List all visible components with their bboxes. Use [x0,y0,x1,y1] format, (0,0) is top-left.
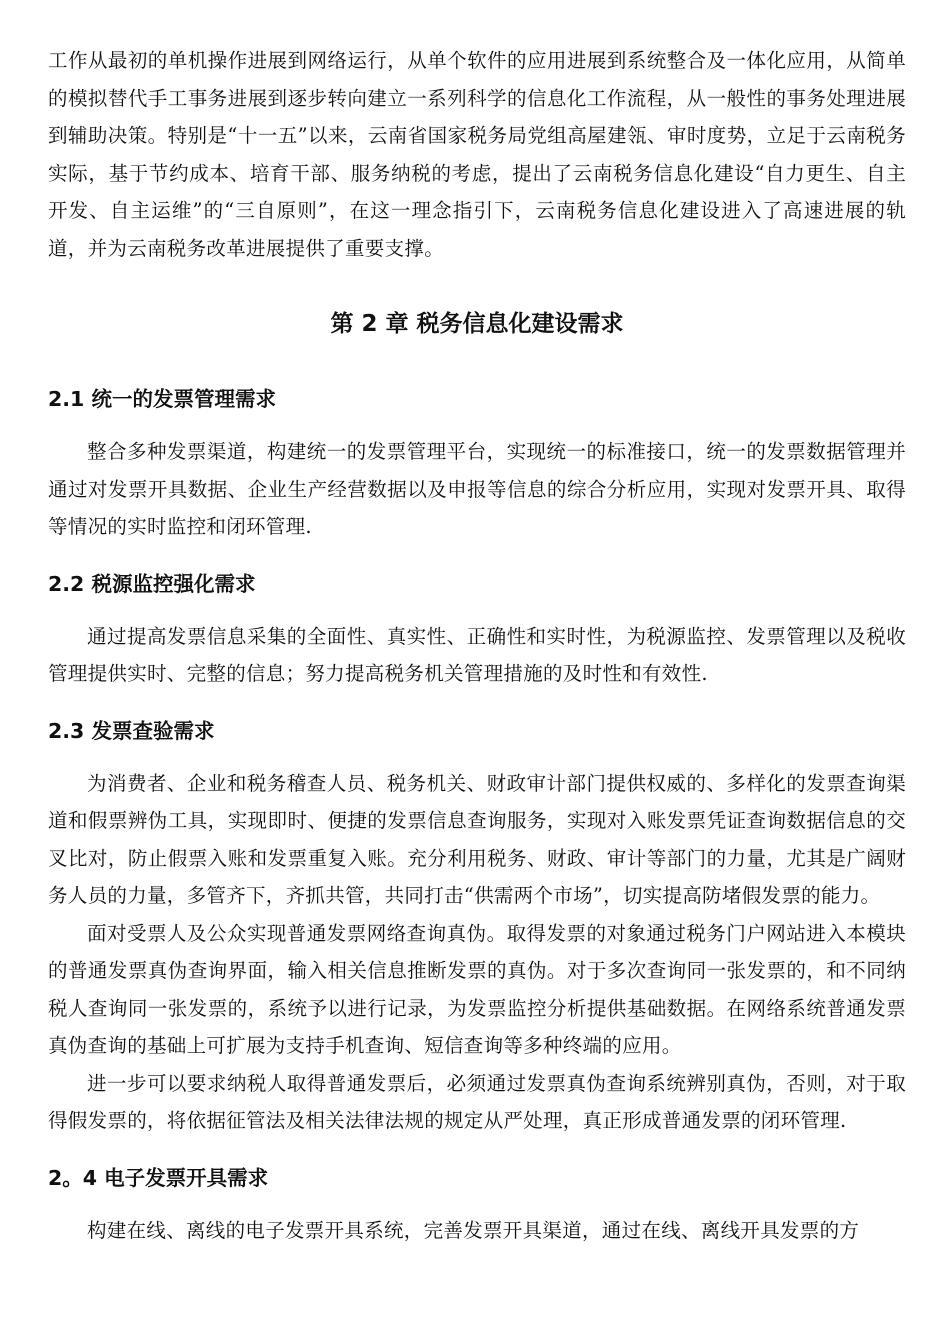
section-heading: 2。4 电子发票开具需求 [48,1165,269,1190]
intro-paragraph: 工作从最初的单机操作进展到网络运行，从单个软件的应用进展到系统整合及一体化应用，从简单的模拟替代手工事务进展到逐步转向建立一系列科学的信息化工作流程，从一般性的事务处理进展到辅助决策。特别是“十一五”以来，云南省国家税务局党组高屋建瓴、审时度势，立足于云南税务实际，基于节约成本、培育干部、服务纳税的考虑，提出了云南税务信息化建设“自力更生、自主开发、自主运维”的“三自原则”，在这一理念指引下，云南税务信息化建设进入了高速进展的轨道，并为云南税务改革进展提供了重要支撑。 [48,49,906,260]
document-page [48,42,906,1249]
chapter-title: 第 2 章 税务信息化建设需求 [330,311,624,337]
section-paragraph: 整合多种发票渠道，构建统一的发票管理平台，实现统一的标准接口，统一的发票数据管理并通过对发票开具数据、企业生产经营数据以及申报等信息的综合分析应用，实现对发票开具、取得等情况的实时监控和闭环管理. [48,440,906,538]
section-heading: 2.2 税源监控强化需求 [48,571,256,596]
section-paragraph: 为消费者、企业和税务稽查人员、税务机关、财政审计部门提供权威的、多样化的发票查询渠道和假票辨伪工具，实现即时、便捷的发票信息查询服务，实现对入账发票凭证查询数据信息的交叉比对，防止假票入账和发票重复入账。充分利用税务、财政、审计等部门的力量，尤其是广阔财务人员的力量，多管齐下，齐抓共管，共同打击“供需两个市场”，切实提高防堵假发票的能力。 [48,771,906,907]
section-2-3 [48,715,906,1140]
section-heading: 2.1 统一的发票管理需求 [48,387,276,411]
section-2-1 [48,383,906,546]
section-paragraph: 通过提高发票信息采集的全面性、真实性、正确性和实时性，为税源监控、发票管理以及税收管理提供实时、完整的信息；努力提高税务机关管理措施的及时性和有效性. [48,624,906,685]
section-2-4 [48,1162,906,1250]
section-paragraph: 构建在线、离线的电子发票开具系统，完善发票开具渠道，通过在线、离线开具发票的方 [87,1218,860,1242]
section-heading: 2.3 发票查验需求 [48,718,215,743]
section-2-2 [48,568,906,693]
section-paragraph: 面对受票人及公众实现普通发票网络查询真伪。取得发票的对象通过税务门户网站进入本模块的普通发票真伪查询界面，输入相关信息推断发票的真伪。对于多次查询同一张发票的，和不同纳税人查询同一张发票的，系统予以进行记录，为发票监控分析提供基础数据。在网络系统普通发票真伪查询的基础上可扩展为支持手机查询、短信查询等多种终端的应用。 [48,921,906,1057]
section-paragraph: 进一步可以要求纳税人取得普通发票后，必须通过发票真伪查询系统辨别真伪，否则，对于取得假发票的，将依据征管法及相关法律法规的规定从严处理，真正形成普通发票的闭环管理. [48,1071,906,1132]
